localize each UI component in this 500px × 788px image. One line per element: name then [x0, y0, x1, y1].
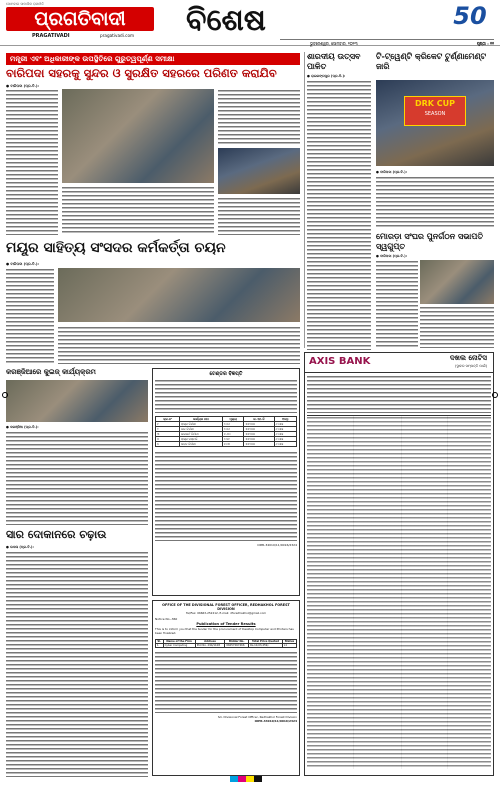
tender-cell: ୬ ମାସ [274, 442, 297, 447]
tender-title: ଟେଣ୍ଡର ବିଜ୍ଞପ୍ତି [209, 371, 243, 377]
tender-cell: ୨.୭୬ [222, 422, 244, 427]
tender-th: ଇ.ଏମ.ଡି [244, 417, 274, 422]
lead-body-col2 [218, 89, 300, 145]
sangha-headline: ମୋରଡ଼ା ସଂଘର ପୁନର୍ଗଠନ ସଭାପତି ସ୍ୱଗୁପ୍ତ [376, 232, 484, 251]
forest-row [156, 643, 297, 647]
lead-byline: ● ବାରିପଦା (ପ୍ର.ବି.): [6, 84, 39, 88]
tender-cell: ୫୫୨୦୦ [244, 437, 274, 442]
dateline: ଭୁବନେଶ୍ୱର, ସୋମବାର, ୨୦୨୩ [310, 41, 358, 46]
forest-office-title: OFFICE OF THE DIVISIONAL FOREST OFFICER, REDHAKHOL FOREST DIVISION [162, 603, 290, 612]
tender-cell: ୧.୬୦ [222, 432, 244, 437]
colorbar-cyan [230, 776, 238, 782]
tender-row [156, 442, 297, 447]
anniversary-number: 50 [453, 2, 487, 30]
forest-th: Bidder No. [225, 639, 249, 643]
tender-cell: ୬ ମାସ [274, 432, 297, 437]
forest-email: Tel/Fax: 06663-252212, E-mail: dforedhakhol@gmail.com [185, 611, 267, 616]
tender-cell: ୫୫୨୦୦ [244, 432, 274, 437]
middle-byline: ● ରାଇରଙ୍ଗପୁର (ପ୍ର.ବି.): [307, 74, 346, 78]
lead-photo-1 [62, 89, 214, 183]
sahitya-byline: ● ବାରିପଦା (ପ୍ର.ବି.): [6, 262, 39, 266]
cricket-banner [404, 96, 466, 126]
lead-body-col3 [62, 186, 214, 235]
school-photo [6, 380, 148, 422]
middle-body [307, 80, 371, 350]
cricket-banner-text: DRK CUP [414, 99, 455, 108]
tender-cell: ୧.୦୧ [222, 442, 244, 447]
cricket-headline: ଟି-ଟ୍ୱେଣ୍ଟି କ୍ରିକେଟ ଟୁର୍ଣ୍ଣାମେଣ୍ଟ ଜାରି [376, 52, 487, 71]
tender-cell: ୨.୫୧ [222, 437, 244, 442]
tender-th: ମୂଲ୍ୟ [222, 417, 244, 422]
axis-bank-logo: AXIS BANK [309, 356, 371, 367]
cricket-banner-sub: SEASON [424, 111, 446, 117]
tender-cell: ୫୫୨୦୦ [244, 442, 274, 447]
tender-cell: ୪ [156, 437, 180, 442]
tender-th: କାର୍ଯ୍ୟର ନାମ [179, 417, 222, 422]
tender-th: କ୍ର.ନଂ [156, 417, 180, 422]
brand-english: PRAGATIVADI [32, 33, 70, 39]
cricket-body [376, 176, 494, 228]
middle-story [304, 52, 372, 348]
tender-notice [152, 368, 300, 596]
school-body [6, 431, 148, 525]
tender-cell: ୧ [156, 422, 180, 427]
tender-cell: ନାଳ ନିର୍ମାଣ [179, 427, 222, 432]
tender-cell: ୬ ମାସ [274, 422, 297, 427]
lead-kicker: ମନ୍ତ୍ରୀ ଏବଂ ଅଧିକାରୀଙ୍କ ଉପସ୍ଥିତିରେ ଗୁରୁତ୍ୱପୂର୍ଣ୍ଣ ସମୀକ୍ଷା [6, 53, 300, 65]
sangha-photo [420, 260, 494, 304]
tender-cell: ୨ [156, 427, 180, 432]
sara-byline: ● ଉଦଳା (ପ୍ର.ବି.): [6, 545, 34, 549]
forest-th: Name of the Firm [163, 639, 195, 643]
tender-table [155, 416, 297, 447]
axis-notice-intro [307, 375, 491, 413]
lead-headline: ବାରିପଦା ସହରକୁ ସୁନ୍ଦର ଓ ସୁରକ୍ଷିତ ସହରରେ ପରିଣତ କରାଯିବ [6, 66, 277, 80]
tender-th: ଅବଧି [274, 417, 297, 422]
forest-cell: Cyber Computing [163, 643, 195, 647]
middle-headline: ଶାରଦୀୟ ଉତ୍ସବ ପାଳିତ [307, 52, 361, 71]
forest-th: Address [195, 639, 225, 643]
colorbar-magenta [238, 776, 246, 782]
forest-footer: Sd- Divisional Forest Officer, Redhakhol Forest Division [217, 714, 297, 719]
brand-name: ପ୍ରଗତିବାଦୀ [34, 8, 126, 30]
axis-bank-header [305, 353, 493, 373]
sangha-body-2 [420, 306, 494, 348]
forest-notice-no: Notice No.-360 [155, 617, 178, 622]
masthead [0, 0, 500, 46]
lead-body-col1 [6, 89, 58, 235]
sara-headline: ସାର ଦୋକାନରେ ଚଢ଼ାଉ [6, 528, 107, 541]
page-number: ପୃଷ୍ଠା : ୧୧ [476, 41, 494, 46]
registration-mark-left [2, 392, 8, 398]
tender-cell: ରାସ୍ତା ମରାମତି [179, 437, 222, 442]
tender-footer-code: OIPR-34010/11/0016/2324 [257, 543, 297, 547]
forest-body: This is to inform you that the tender for the procurement of Desktop Computer and Printers has been finalized. [155, 627, 294, 635]
axis-notice-table [307, 415, 491, 769]
axis-notice-sub: (ସ୍ଥାବର ସମ୍ପତ୍ତି ପାଇଁ) [455, 364, 487, 368]
brand-url: pragativadi.com [100, 33, 135, 38]
school-headline: କରଞ୍ଜିଆରେ କୁଇଜ୍ କାର୍ଯ୍ୟକ୍ରମ [6, 368, 96, 376]
lead-body-col4 [218, 197, 300, 235]
tender-cell: ୬ ମାସ [274, 437, 297, 442]
colorbar-black [254, 776, 262, 782]
school-byline: ● କରଞ୍ଜିଆ (ପ୍ର.ବି.): [6, 425, 39, 429]
dateline-bar [280, 39, 494, 45]
forest-th: Sl. [157, 639, 162, 643]
forest-cell: Plot No. 294/1108 [195, 643, 225, 647]
forest-notice-title: Publication of Tender Results [196, 622, 256, 627]
tender-cell: ୩ [156, 432, 180, 437]
forest-cell: 1 [156, 643, 164, 647]
sara-body [6, 551, 148, 777]
forest-cell: L1 [282, 643, 296, 647]
cricket-byline: ● ବାରିପଦା (ପ୍ର.ବି.): [376, 170, 408, 174]
tender-cell: ୫୫୨୦୦ [244, 422, 274, 427]
tender-cell: ରାସ୍ତା ନିର୍ମାଣ [179, 422, 222, 427]
tender-cell: ୫୫୨୦୦ [244, 427, 274, 432]
sahitya-body-2 [58, 326, 300, 364]
masthead-top-line: ସୋମବାର ସାମାଜିକ ରାଜନୀତି [6, 2, 44, 6]
masthead-logo [6, 7, 154, 31]
anniversary-logo [448, 2, 492, 34]
tender-terms [155, 451, 297, 541]
forest-notice [152, 600, 300, 776]
tender-cell: ଭବନ ନିର୍ମାଣ [179, 442, 222, 447]
sangha-byline: ● ବାରିପଦା (ପ୍ର.ବି.): [376, 254, 408, 258]
forest-table [155, 639, 297, 648]
tender-cell: ୬ ମାସ [274, 427, 297, 432]
registration-mark-right [492, 392, 498, 398]
forest-cell: Rs.10,03,459/- [249, 643, 283, 647]
forest-extra-text [155, 651, 297, 713]
tender-intro [155, 379, 297, 413]
forest-footer-code: OIPR-34010/11/0016/2324 [254, 718, 297, 723]
lead-photo-2 [218, 148, 300, 194]
forest-th: Total Price Quoted [249, 639, 283, 643]
sahitya-headline: ମୟୂର ସାହିତ୍ୟ ସଂସଦର କର୍ମକର୍ତ୍ତା ଚୟନ [6, 240, 226, 256]
tender-cell: କଲଭର୍ଟ ନିର୍ମାଣ [179, 432, 222, 437]
cricket-photo [376, 80, 494, 166]
sahitya-body-1 [6, 268, 54, 364]
forest-cell: 06057067466 [225, 643, 249, 647]
tender-cell: ୨.୭୬ [222, 427, 244, 432]
colorbar-yellow [246, 776, 254, 782]
tender-cell: ୫ [156, 442, 180, 447]
section-title: ବିଶେଷ [186, 3, 266, 38]
forest-th: Status [282, 639, 296, 643]
axis-notice-title: ଦଖଲ ନୋଟିସ [449, 354, 487, 362]
sahitya-photo [58, 268, 300, 322]
sangha-body-1 [376, 260, 418, 348]
axis-notice-entries [307, 416, 491, 769]
axis-bank-notice [304, 352, 494, 776]
